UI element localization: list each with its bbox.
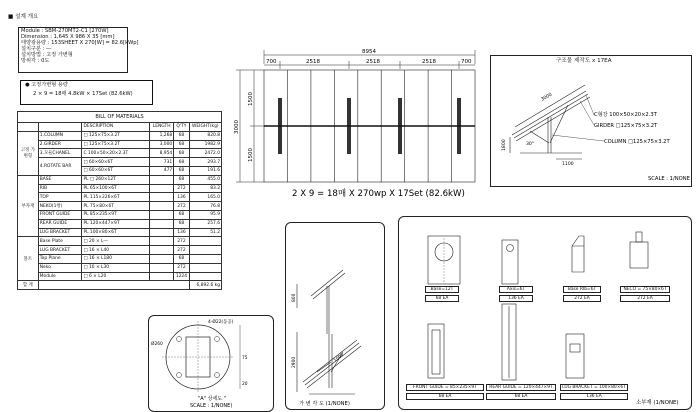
table-row xyxy=(18,131,222,140)
bom-cell: 1.COLUMN xyxy=(38,131,82,140)
section-view-drawing xyxy=(490,55,692,187)
table-row xyxy=(18,254,222,263)
section-dim: 30° xyxy=(526,142,535,147)
section-label: COLUMN □125×75×3.2T xyxy=(604,139,670,145)
side-elevation-drawing xyxy=(285,222,385,410)
part-label: NECO = 75×80×6T xyxy=(620,286,670,293)
table-row xyxy=(18,149,222,158)
part-qty: 272 EA xyxy=(620,295,670,302)
bom-cell: 4.ROTATE BAR xyxy=(38,158,82,176)
bom-title: BILL OF MATERIALS xyxy=(18,112,222,123)
detail-a-dim: Ø260 xyxy=(151,342,163,347)
bom-cell: C 100×50×20×2.3T xyxy=(82,149,150,158)
bom-cell xyxy=(150,175,174,184)
bom-group-name: 고정 가변형 xyxy=(18,131,39,175)
table-row xyxy=(18,246,222,255)
bom-cell: Module xyxy=(38,272,82,281)
part-label: FRONT GUIDE = 85×235×9T xyxy=(406,384,484,391)
overview-line: 태양광용량 : 153SHEET X 270[W] = 82.6[kWp] xyxy=(21,39,139,46)
bom-cell xyxy=(189,254,221,263)
bom-cell: LUG BRACKET xyxy=(38,246,82,255)
bom-cell: PL 115×226×6T xyxy=(82,193,150,202)
section-dim: 1100 xyxy=(562,162,574,167)
bom-cell: 293.7 xyxy=(189,158,221,167)
bom-cell xyxy=(150,184,174,193)
bom-cell: 1982.9 xyxy=(189,140,221,149)
bom-cell: RIB xyxy=(38,184,82,193)
small-parts-drawing xyxy=(398,216,692,410)
fixed-capacity-title: ● 고정가변형 용량 xyxy=(25,82,68,88)
bom-cell: 1224 xyxy=(174,272,189,281)
bom-cell: 3,000 xyxy=(150,140,174,149)
plan-segment: 2518 xyxy=(422,59,436,65)
bom-cell: 68 xyxy=(174,254,189,263)
bom-cell: 272 xyxy=(174,263,189,272)
bom-cell: PL 85×235×9T xyxy=(82,210,150,219)
table-row xyxy=(18,210,222,219)
bom-cell: 165.0 xyxy=(189,193,221,202)
bom-cell: 3.모듈CHANEL xyxy=(38,149,82,158)
table-row xyxy=(18,263,222,272)
bom-cell: □ 60×60×6T xyxy=(82,166,150,175)
bom-cell: 68 xyxy=(174,140,189,149)
bom-cell: □ 60×60×6T xyxy=(82,158,150,167)
section-scale: SCALE : 1/NONE xyxy=(648,176,690,182)
bom-cell xyxy=(150,254,174,263)
part-label: Axis=6T xyxy=(499,286,533,293)
bom-group-name: 볼트 xyxy=(18,237,39,281)
bom-cell xyxy=(150,246,174,255)
bom-total-value: 6,892.6 kg xyxy=(189,281,221,290)
detail-a-dim: 75 xyxy=(242,356,248,361)
bom-cell: 68 xyxy=(174,166,189,175)
plan-segment: 2518 xyxy=(306,59,320,65)
plan-height-part: 1500 xyxy=(248,92,254,106)
header-title: ■ 설계 개요 xyxy=(8,14,39,20)
plan-segment: 2518 xyxy=(366,59,380,65)
bom-cell xyxy=(150,202,174,211)
bom-cell xyxy=(150,272,174,281)
bom-header-cell: LENGTH xyxy=(150,123,174,132)
plan-total-width: 8954 xyxy=(362,49,376,55)
plan-height-total: 3000 xyxy=(234,120,240,134)
bom-cell: PL 65×100×6T xyxy=(82,184,150,193)
fixed-capacity-formula: 2 × 9 = 18매 4.8kW × 17Set (82.6kW) xyxy=(33,90,133,97)
plan-height-part: 1500 xyxy=(248,148,254,162)
detail-a-dim: 20 xyxy=(242,382,248,387)
bom-cell: 83.2 xyxy=(189,184,221,193)
side-elevation-title: 가 변 각 도 (1/NONE) xyxy=(299,401,350,407)
part-qty: 68 EA xyxy=(406,393,484,400)
bom-cell: 8,954 xyxy=(150,149,174,158)
bom-cell: 2.GIRDER xyxy=(38,140,82,149)
bom-cell xyxy=(189,246,221,255)
bom-group-name: 부자재 xyxy=(18,175,39,237)
bom-cell: 272 xyxy=(174,202,189,211)
bom-cell: PL 100×80×6T xyxy=(82,228,150,237)
bom-cell: PL 120×447×9T xyxy=(82,219,150,228)
detail-a-scale: SCALE : 1/NONE) xyxy=(190,403,233,409)
bom-cell: REAR GUIDE xyxy=(38,219,82,228)
bom-cell: 68 xyxy=(174,158,189,167)
small-parts-title: 소부재 (1/NONE) xyxy=(636,400,679,406)
bom-cell: □ 20 × L― xyxy=(82,237,150,246)
table-row xyxy=(18,140,222,149)
table-row xyxy=(18,228,222,237)
table-row xyxy=(18,219,222,228)
section-label: C형강 100×50×20×2.3T xyxy=(594,112,657,118)
bom-cell: □ 10 × L30 xyxy=(82,263,150,272)
table-row xyxy=(18,158,222,167)
table-row xyxy=(18,193,222,202)
bom-cell: 1,268 xyxy=(150,131,174,140)
bom-cell: Neko xyxy=(38,263,82,272)
bom-cell: 76.8 xyxy=(189,202,221,211)
bom-cell: 2472.0 xyxy=(189,149,221,158)
bom-header-cell: DESCRIPTION xyxy=(82,123,150,132)
section-view-title: 구조물 제작도 x 17EA xyxy=(556,58,612,64)
side-dim: 1000 xyxy=(333,352,346,364)
bom-cell: 257.6 xyxy=(189,219,221,228)
bom-cell xyxy=(150,228,174,237)
bom-cell: 68 xyxy=(174,210,189,219)
bom-cell: BASE xyxy=(38,175,82,184)
bom-cell: Top Plane xyxy=(38,254,82,263)
bom-cell xyxy=(150,237,174,246)
part-label: Base=12T xyxy=(425,286,459,293)
bom-cell: 477 xyxy=(150,166,174,175)
plan-caption: 2 X 9 = 18매 X 270wp X 17Set (82.6kW) xyxy=(292,189,465,199)
bom-cell: 136 xyxy=(174,228,189,237)
overview-box xyxy=(18,27,139,73)
detail-a-dim: 4-Ø22(동공) xyxy=(208,320,234,325)
detail-a-drawing xyxy=(148,315,274,412)
table-total-row xyxy=(18,281,222,290)
section-dim: 3000 xyxy=(540,92,554,103)
plan-segment: 700 xyxy=(461,59,472,65)
bom-cell xyxy=(189,272,221,281)
bom-cell: 51.2 xyxy=(189,228,221,237)
bom-cell: LUG BRACKET xyxy=(38,228,82,237)
bom-cell: 820.8 xyxy=(189,131,221,140)
bom-cell xyxy=(150,193,174,202)
part-label: LUG BRACKET = 100×80×6T xyxy=(560,384,628,391)
bom-cell: □ 125×75×3.2T xyxy=(82,131,150,140)
bom-cell: TOP xyxy=(38,193,82,202)
section-label: GIRDER □125×75×3.2T xyxy=(594,123,658,129)
overview-line: 설치구분 : ― xyxy=(21,45,52,52)
bom-cell: 68 xyxy=(174,131,189,140)
fixed-capacity-box xyxy=(20,80,153,105)
overview-line: Module : SBM-270MT2-C1 [270W] xyxy=(21,28,109,34)
part-qty: 68 EA xyxy=(425,295,459,302)
part-label: Base RIb=6T xyxy=(563,286,601,293)
bom-table xyxy=(17,111,222,290)
bom-cell: 191.6 xyxy=(189,166,221,175)
bom-cell: □ 16 × L40 xyxy=(82,246,150,255)
bom-total-label: 합 계 xyxy=(18,281,39,290)
bom-cell: NEKO(1쌍) xyxy=(38,202,82,211)
bom-cell: FRONT GUIDE xyxy=(38,210,82,219)
bom-cell: 272 xyxy=(174,237,189,246)
part-label: REAR GUIDE = 120×447×9T xyxy=(486,384,556,391)
bom-cell xyxy=(150,263,174,272)
bom-table-wrapper xyxy=(17,111,222,290)
table-row xyxy=(18,237,222,246)
bom-cell xyxy=(189,263,221,272)
bom-cell: □ 125×75×3.2T xyxy=(82,140,150,149)
bom-cell xyxy=(150,210,174,219)
bom-cell xyxy=(189,237,221,246)
part-qty: 136 EA xyxy=(499,295,533,302)
overview-line: Dimension : 1,645 X 986 X 35 [mm] xyxy=(21,33,115,40)
overview-line: 방위각 : 0도 xyxy=(21,57,50,64)
top-plan-view xyxy=(230,16,530,216)
table-row xyxy=(18,202,222,211)
bom-cell: 731 xyxy=(150,158,174,167)
detail-a-title: "A" 상세도 " xyxy=(198,396,226,402)
bom-cell: Base Plate xyxy=(38,237,82,246)
bom-cell: 272 xyxy=(174,184,189,193)
side-dim: 2900 xyxy=(292,356,297,368)
side-dim: 800 xyxy=(292,293,297,302)
bom-cell: 455.0 xyxy=(189,175,221,184)
part-qty: 68 EA xyxy=(486,393,556,400)
bom-cell: PL □ 260×12T xyxy=(82,175,150,184)
plan-segment: 700 xyxy=(266,59,277,65)
section-dim: 1800 xyxy=(502,139,507,151)
table-row xyxy=(18,184,222,193)
bom-cell: 136 xyxy=(174,193,189,202)
bom-cell: 68 xyxy=(174,219,189,228)
part-qty: 272 EA xyxy=(563,295,601,302)
overview-line: 설치방법 : 고정 가변형 xyxy=(21,51,73,58)
part-qty: 136 EA xyxy=(560,393,628,400)
table-row xyxy=(18,272,222,281)
bom-cell: □ 6 × L20 xyxy=(82,272,150,281)
bom-cell: 272 xyxy=(174,246,189,255)
bom-cell: □ 16 × L180 xyxy=(82,254,150,263)
table-row xyxy=(18,175,222,184)
bom-cell: 68 xyxy=(174,175,189,184)
bom-cell xyxy=(150,219,174,228)
bom-header-cell: Q'TY xyxy=(174,123,189,132)
bom-header-cell: WEIGHT(kg) xyxy=(189,123,221,132)
bom-cell: 68 xyxy=(174,149,189,158)
bom-cell: 95.9 xyxy=(189,210,221,219)
bom-cell: PL 75×80×6T xyxy=(82,202,150,211)
